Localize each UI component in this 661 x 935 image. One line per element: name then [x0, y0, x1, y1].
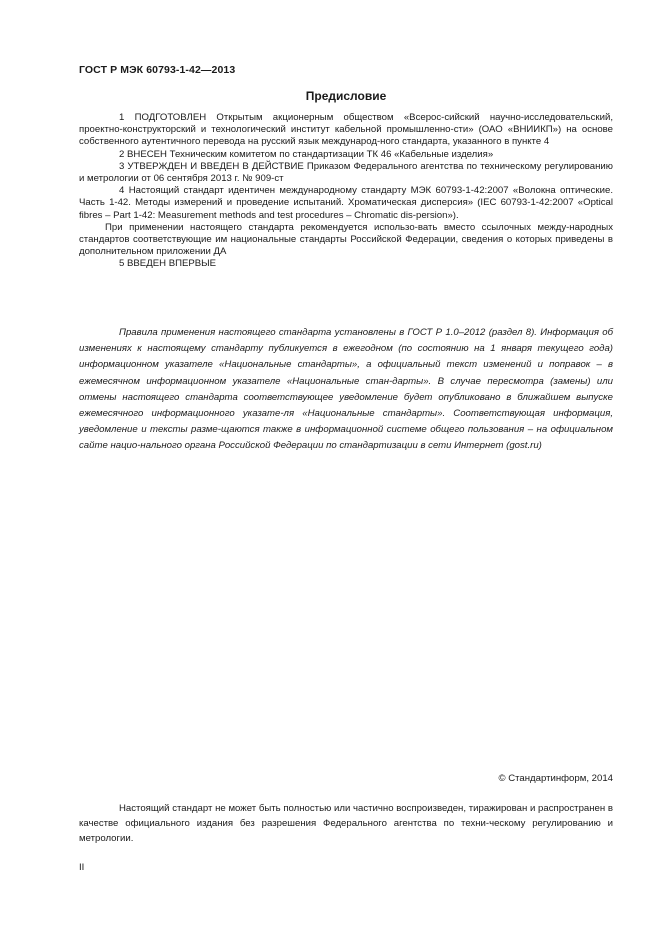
- paragraph-first-introduced: 5 ВВЕДЕН ВПЕРВЫЕ: [119, 258, 217, 270]
- paragraph-application: При применении настоящего стандарта рекомендуется использо-вать вместо ссылочных между-народных стандартов соответствующие им национальные стандарты Российской Федерации, сведения о которых приведены в дополнительном приложении ДА: [79, 221, 613, 258]
- standard-code-header: ГОСТ Р МЭК 60793-1-42—2013: [79, 64, 236, 76]
- page-number: II: [79, 862, 85, 873]
- paragraph-prepared: 1 ПОДГОТОВЛЕН Открытым акционерным обществом «Всерос-сийский научно-исследовательский, проектно-конструкторский и технологический институт кабельной промышленно-сти» (ОАО «ВНИИКП») на основе собственного аутентичного перевода на русский язык международ-ного стандарта, указанного в пункте 4: [79, 112, 613, 148]
- application-rules-note: [79, 325, 613, 455]
- page-title: Предисловие: [305, 89, 387, 103]
- copyright-line: © Стандартинформ, 2014: [498, 773, 613, 784]
- paragraph-identical: 4 Настоящий стандарт идентичен международному стандарту МЭК 60793-1-42:2007 «Волокна оптические. Часть 1-42. Методы измерений и проведение испытаний. Хроматическая дисперсия» (IEC 60793-1-42:2007 «Optical fibres – Part 1-42: Measurement methods and test procedures – Chromatic dis-persion»).: [79, 185, 613, 221]
- notice-text: Настоящий стандарт не может быть полностью или частично воспроизведен, тиражирован и распространен в качестве официального издания без разрешения Федерального агентства по техни-ческому регулированию и метрологии.: [79, 803, 613, 844]
- reproduction-notice: [79, 801, 613, 846]
- paragraph-approved: 3 УТВЕРЖДЕН И ВВЕДЕН В ДЕЙСТВИЕ Приказом Федерального агентства по техническому регулированию и метрологии от 06 сентября 2013 г. № 909-ст: [79, 160, 613, 185]
- foreword-body: [79, 112, 613, 271]
- paragraph-introduced: 2 ВНЕСЕН Техническим комитетом по стандартизации ТК 46 «Кабельные изделия»: [119, 148, 494, 160]
- italic-note-text: Правила применения настоящего стандарта установлены в ГОСТ Р 1.0–2012 (раздел 8). Информация об изменениях к настоящему стандарту публикуется в ежегодном (по состоянию на 1 января текущего года) информационном указателе «Национальные стандарты», а официальный текст изменений и поправок – в ежемесячном информационном указателе «Национальные стан-дарты». В случае пересмотра (замены) или отмены настоящего стандарта соответствующее уведомление будет опубликовано в ближайшем выпуске ежемесячного информационного указате-ля «Национальные стандарты». Соответствующая информация, уведомление и тексты разме-щаются также в информационной системе общего пользования – на официальном сайте нацио-нального органа Российской Федерации по стандартизации в сети Интернет (gost.ru): [79, 327, 613, 452]
